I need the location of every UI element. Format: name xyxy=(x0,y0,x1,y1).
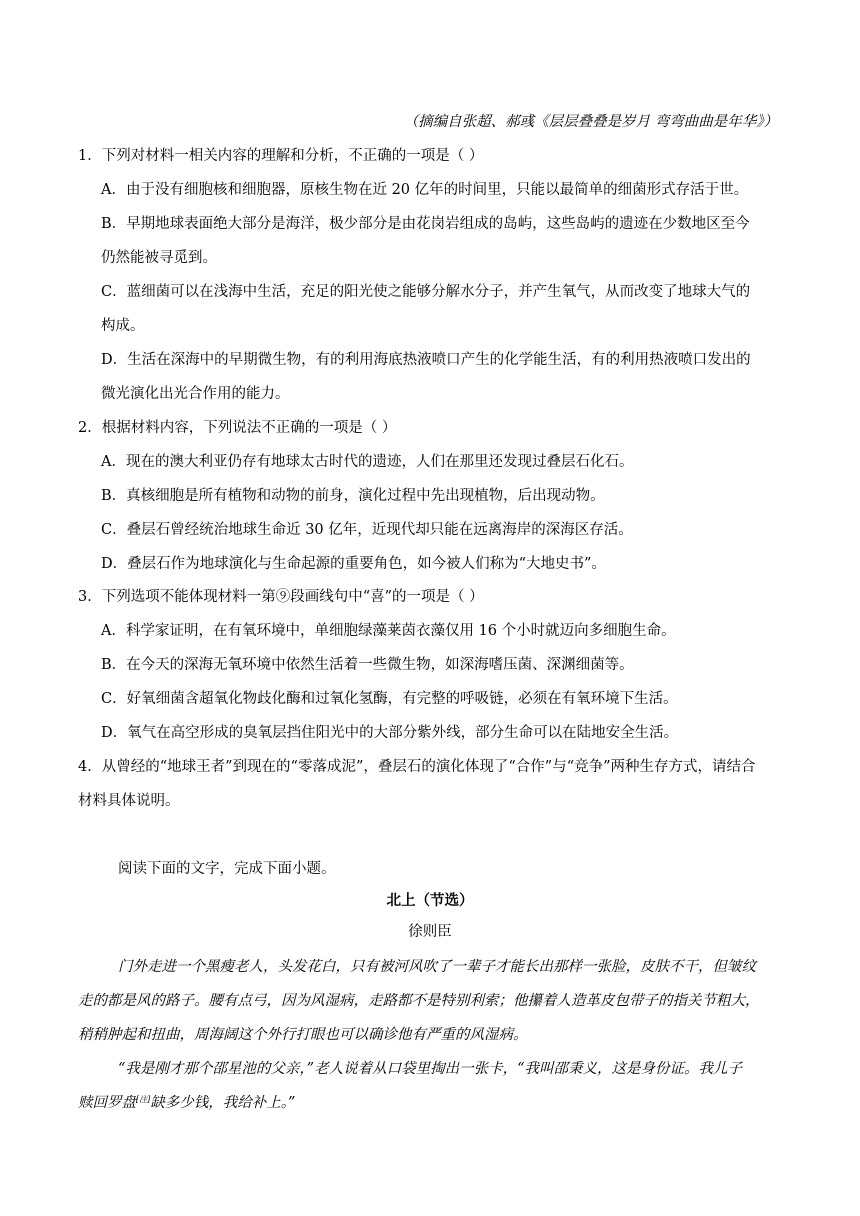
option-a: A．由于没有细胞核和细胞器，原核生物在近 20 亿年的时间里，只能以最简单的细菌形式存活于世。 xyxy=(101,182,749,198)
option-c: C．叠层石曾经统治地球生命近 30 亿年，近现代却只能在远离海岸的深海区存活。 xyxy=(101,522,633,538)
reading-intro: 阅读下面的文字，完成下面小题。 xyxy=(118,861,336,877)
paragraph-line: 门外走进一个黑瘦老人，头发花白，只有被河风吹了一辈子才能长出那样一张脸，皮肤不干，但皱纹 xyxy=(118,959,756,975)
option-b: B．在今天的深海无氧环境中依然生活着一些微生物，如深海嗜压菌、深渊细菌等。 xyxy=(101,657,634,673)
option-b-cont: 仍然能被寻觅到。 xyxy=(101,250,217,266)
question-stem-cont: 材料具体说明。 xyxy=(78,793,180,809)
paragraph-text: 赎回罗盘 xyxy=(78,1095,136,1111)
option-a: A．科学家证明，在有氧环境中，单细胞绿藻莱茵衣藻仅用 16 个小时就迈向多细胞生命。 xyxy=(101,623,676,639)
option-d: D．生活在深海中的早期微生物，有的利用海底热液喷口产生的化学能生活，有的利用热液喷口发出的 xyxy=(101,352,751,368)
option-d-cont: 微光演化出光合作用的能力。 xyxy=(101,386,290,402)
option-c-cont: 构成。 xyxy=(101,318,145,334)
option-d: D．叠层石作为地球演化与生命起源的重要角色，如今被人们称为“大地史书”。 xyxy=(101,556,606,572)
option-b: B．早期地球表面绝大部分是海洋，极少部分是由花岗岩组成的岛屿，这些岛屿的遗迹在少数地区至今 xyxy=(101,216,750,232)
question-stem: 4．从曾经的“地球王者”到现在的“零落成泥”，叠层石的演化体现了“合作”与“竞争”两种生存方式，请结合 xyxy=(78,759,756,775)
option-c: C．蓝细菌可以在浅海中生活，充足的阳光使之能够分解水分子，并产生氧气，从而改变了地球大气的 xyxy=(101,284,751,300)
option-b: B．真核细胞是所有植物和动物的前身，演化过程中先出现植物，后出现动物。 xyxy=(101,488,605,504)
question-stem: 3．下列选项不能体现材料一第⑨段画线句中“喜”的一项是（ ） xyxy=(78,589,484,605)
question-stem: 1．下列对材料一相关内容的理解和分析，不正确的一项是（ ） xyxy=(78,148,484,164)
paragraph-line: “我是刚才那个邵星池的父亲，”老人说着从口袋里掏出一张卡，“我叫邵秉义，这是身份证。我儿子 xyxy=(118,1061,742,1077)
option-a: A．现在的澳大利亚仍存有地球太古时代的遗迹，人们在那里还发现过叠层石化石。 xyxy=(101,454,634,470)
passage-title: 北上（节选） xyxy=(386,892,474,909)
paragraph-line xyxy=(78,1092,295,1114)
question-stem: 2．根据材料内容，下列说法不正确的一项是（ ） xyxy=(78,420,397,436)
option-d: D．氧气在高空形成的臭氧层挡住阳光中的大部分紫外线，部分生命可以在陆地安全生活。 xyxy=(101,725,679,741)
footnote-marker: [注] xyxy=(136,1095,151,1104)
passage-author: 徐则臣 xyxy=(408,924,452,940)
source-citation: （摘编自张超、郝彧《层层叠叠是岁月 弯弯曲曲是年华》） xyxy=(403,114,778,130)
paragraph-line: 走的都是风的路子。腰有点弓，因为风湿病，走路都不是特别利索；他攥着人造革皮包带子的指关节粗大， xyxy=(78,993,760,1009)
option-c: C．好氧细菌含超氧化物歧化酶和过氧化氢酶，有完整的呼吸链，必须在有氧环境下生活。 xyxy=(101,691,678,707)
paragraph-text: 缺多少钱，我给补上。” xyxy=(150,1095,296,1111)
paragraph-line: 稍稍肿起和扭曲，周海阔这个外行打眼也可以确诊他有严重的风湿病。 xyxy=(78,1027,528,1043)
